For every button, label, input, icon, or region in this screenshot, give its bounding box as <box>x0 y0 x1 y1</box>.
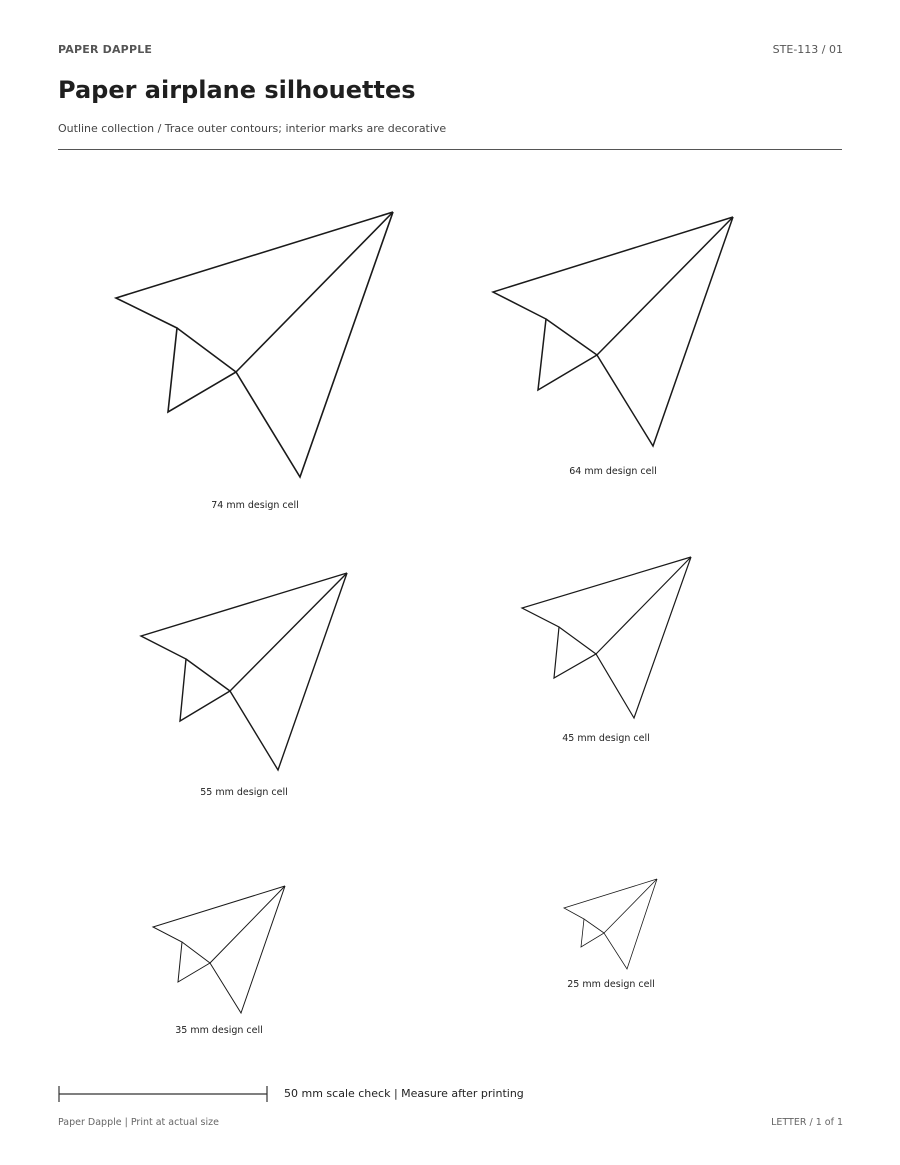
footer-note: Paper Dapple | Print at actual size <box>58 1117 219 1128</box>
outer-contour <box>141 573 347 770</box>
cell-caption-64mm: 64 mm design cell <box>569 466 657 477</box>
fold-line <box>559 627 596 654</box>
airplane-silhouette-64mm <box>488 210 738 450</box>
airplane-silhouette-25mm <box>560 874 662 972</box>
fold-line <box>186 659 230 691</box>
cell-caption-45mm: 45 mm design cell <box>562 733 650 744</box>
airplane-silhouette-45mm <box>518 551 696 723</box>
cell-caption-25mm: 25 mm design cell <box>567 979 655 990</box>
page-subtitle: Outline collection / Trace outer contours; interior marks are decorative <box>58 122 447 135</box>
cell-caption-74mm: 74 mm design cell <box>211 500 299 511</box>
document-id: STE-113 / 01 <box>772 43 843 56</box>
outer-contour <box>493 217 733 446</box>
header-divider <box>58 149 842 150</box>
outer-contour <box>522 557 691 718</box>
scale-bar <box>58 1084 270 1104</box>
fold-line <box>177 328 236 372</box>
outer-contour <box>564 879 657 969</box>
page-title: Paper airplane silhouettes <box>58 76 416 104</box>
cell-caption-35mm: 35 mm design cell <box>175 1025 263 1036</box>
cell-caption-55mm: 55 mm design cell <box>200 787 288 798</box>
airplane-silhouette-55mm <box>136 566 352 776</box>
outer-contour <box>116 212 393 477</box>
airplane-silhouette-74mm <box>110 205 400 485</box>
fold-line <box>584 919 604 933</box>
fold-line <box>546 319 597 355</box>
fold-line <box>182 942 210 963</box>
brand-name: PAPER DAPPLE <box>58 43 153 56</box>
airplane-silhouette-35mm <box>149 881 289 1017</box>
scale-label: 50 mm scale check | Measure after printing <box>284 1087 524 1100</box>
page-number: LETTER / 1 of 1 <box>771 1117 843 1128</box>
outer-contour <box>153 886 285 1013</box>
